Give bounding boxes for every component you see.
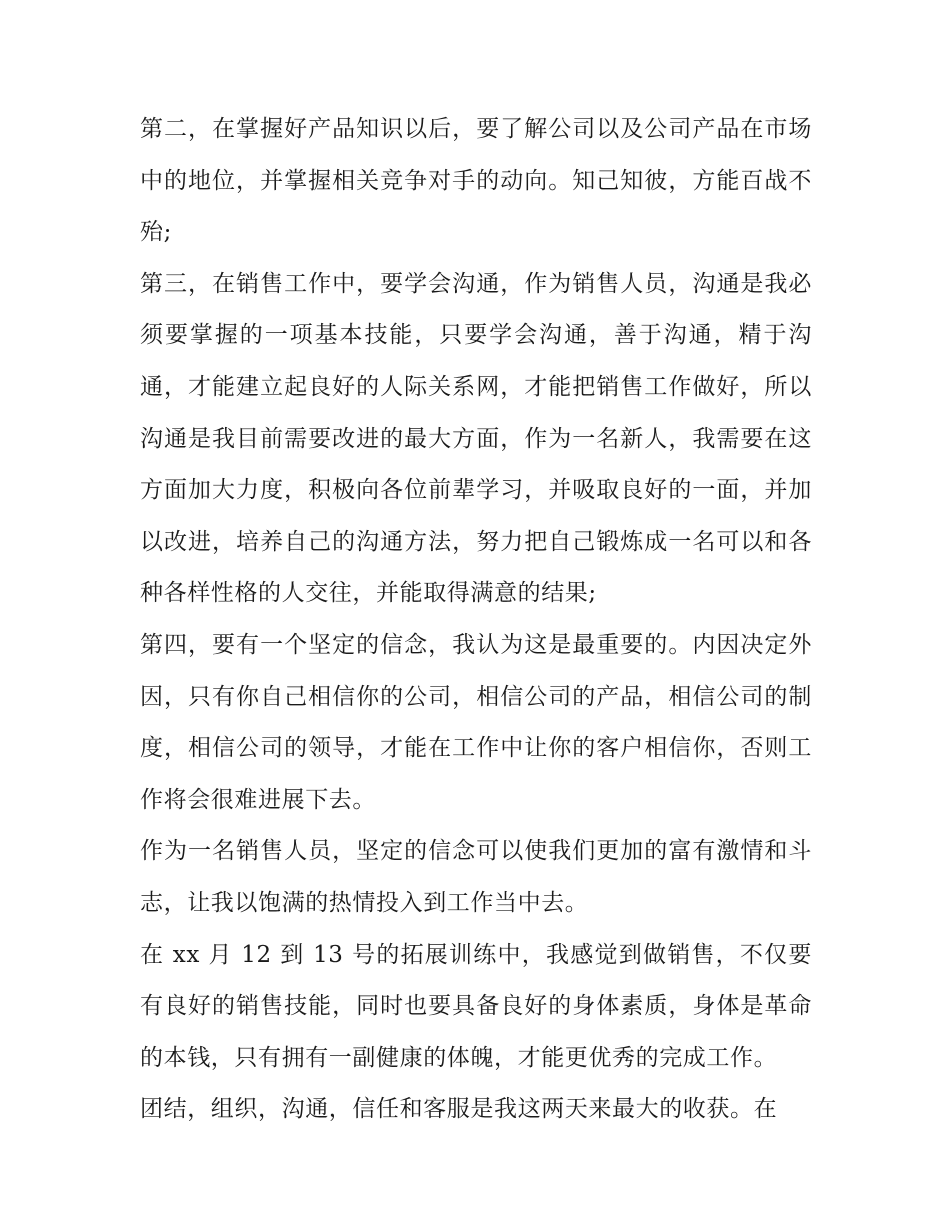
paragraph-belief: 第四，要有一个坚定的信念，我认为这是最重要的。内因决定外因，只有你自己相信你的公司，相信公司的产品，相信公司的制度，相信公司的领导，才能在工作中让你的客户相信你，否则工作将会很难进展下去。 bbox=[140, 631, 812, 813]
paragraph-gains: 团结，组织，沟通，信任和客服是我这两天来最大的收获。在 bbox=[140, 1096, 778, 1123]
paragraph-training: 在 xx 月 12 到 13 号的拓展训练中，我感觉到做销售，不仅要有良好的销售技能，同时也要具备良好的身体素质，身体是革命的本钱，只有拥有一副健康的体魄，才能更优秀的完成工作。 bbox=[140, 941, 812, 1071]
paragraph-passion: 作为一名销售人员，坚定的信念可以使我们更加的富有激情和斗志，让我以饱满的热情投入到工作当中去。 bbox=[140, 838, 812, 916]
paragraph-product-market: 第二，在掌握好产品知识以后，要了解公司以及公司产品在市场中的地位，并掌握相关竞争对手的动向。知己知彼，方能百战不殆; bbox=[140, 116, 812, 246]
paragraph-communication: 第三，在销售工作中，要学会沟通，作为销售人员，沟通是我必须要掌握的一项基本技能，只要学会沟通，善于沟通，精于沟通，才能建立起良好的人际关系网，才能把销售工作做好，所以沟通是我目前需要改进的最大方面，作为一名新人，我需要在这方面加大力度，积极向各位前辈学习，并吸取良好的一面，并加以改进，培养自己的沟通方法，努力把自己锻炼成一名可以和各种各样性格的人交往，并能取得满意的结果; bbox=[140, 270, 812, 607]
document-body bbox=[140, 104, 812, 1136]
